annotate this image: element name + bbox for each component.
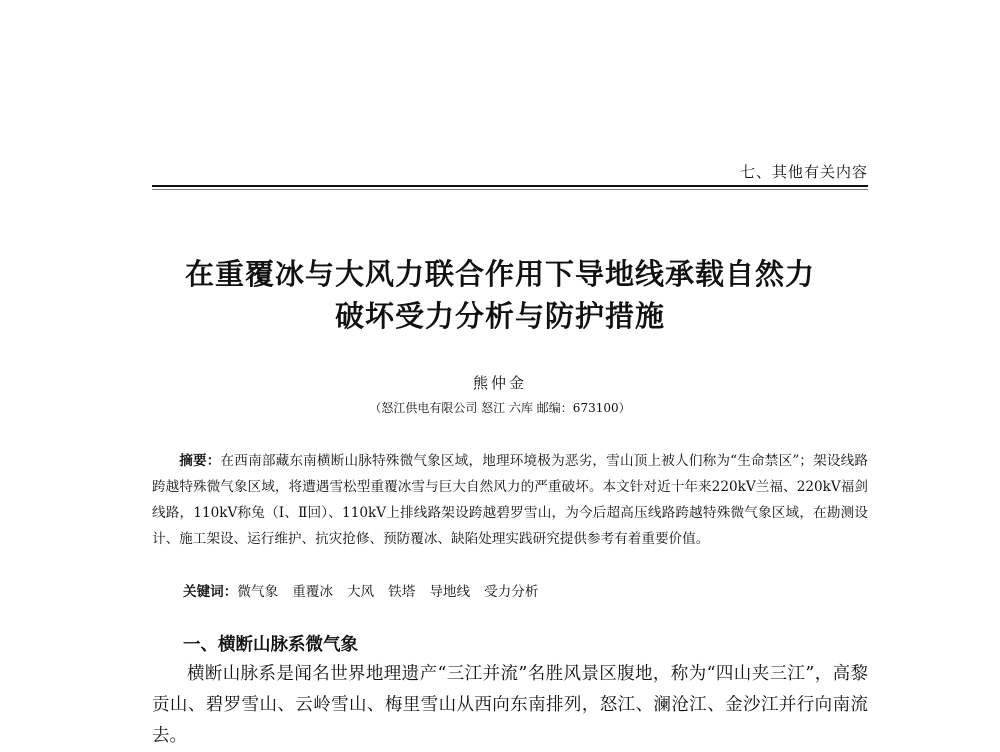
header-rule-thin bbox=[152, 189, 868, 190]
title-line-2: 破坏受力分析与防护措施 bbox=[334, 299, 665, 333]
abstract-label: 摘要： bbox=[179, 453, 221, 469]
keyword: 大风 bbox=[346, 584, 375, 600]
author-affiliation: （怒江供电有限公司 怒江 六库 邮编：673100） bbox=[369, 401, 631, 415]
section-body-text: 横断山脉系是闻名世界地理遗产“三江并流”名胜风景区腹地，称为“四山夹三江”，高黎贡山、碧罗雪山、云岭雪山、梅里雪山从西向东南排列，怒江、澜沧江、金沙江并行向南流去。 bbox=[152, 664, 868, 746]
keyword: 微气象 bbox=[237, 584, 279, 600]
header-rule bbox=[152, 185, 868, 187]
section-heading: 一、横断山脉系微气象 bbox=[183, 635, 358, 655]
abstract-text: 在西南部藏东南横断山脉特殊微气象区域，地理环境极为恶劣，雪山顶上被人们称为“生命禁区”；架设线路跨越特殊微气象区域，将遭遇雪松型重覆冰雪与巨大自然风力的严重破坏。本文针对近十年来220kV兰福、220kV福剑线路，110kV称兔（Ⅰ、Ⅱ回）、110kV上排线路架设跨越碧罗雪山，为今后超高压线路跨越特殊微气象区域，在勘测设计、施工架设、运行维护、抗灾抢修、预防覆冰、缺陷处理实践研究提供参考有着重要价值。 bbox=[152, 453, 868, 547]
paper-title bbox=[0, 253, 1000, 337]
author-name: 熊仲金 bbox=[472, 374, 527, 392]
keyword: 铁塔 bbox=[388, 584, 416, 600]
running-head: 七、其他有关内容 bbox=[739, 163, 868, 181]
abstract bbox=[152, 448, 868, 552]
keyword: 受力分析 bbox=[484, 584, 539, 600]
keyword: 重覆冰 bbox=[292, 584, 333, 600]
keywords bbox=[183, 579, 552, 605]
title-line-1: 在重覆冰与大风力联合作用下导地线承载自然力 bbox=[184, 257, 815, 291]
keyword: 导地线 bbox=[429, 584, 471, 600]
keywords-label: 关键词： bbox=[183, 584, 238, 600]
